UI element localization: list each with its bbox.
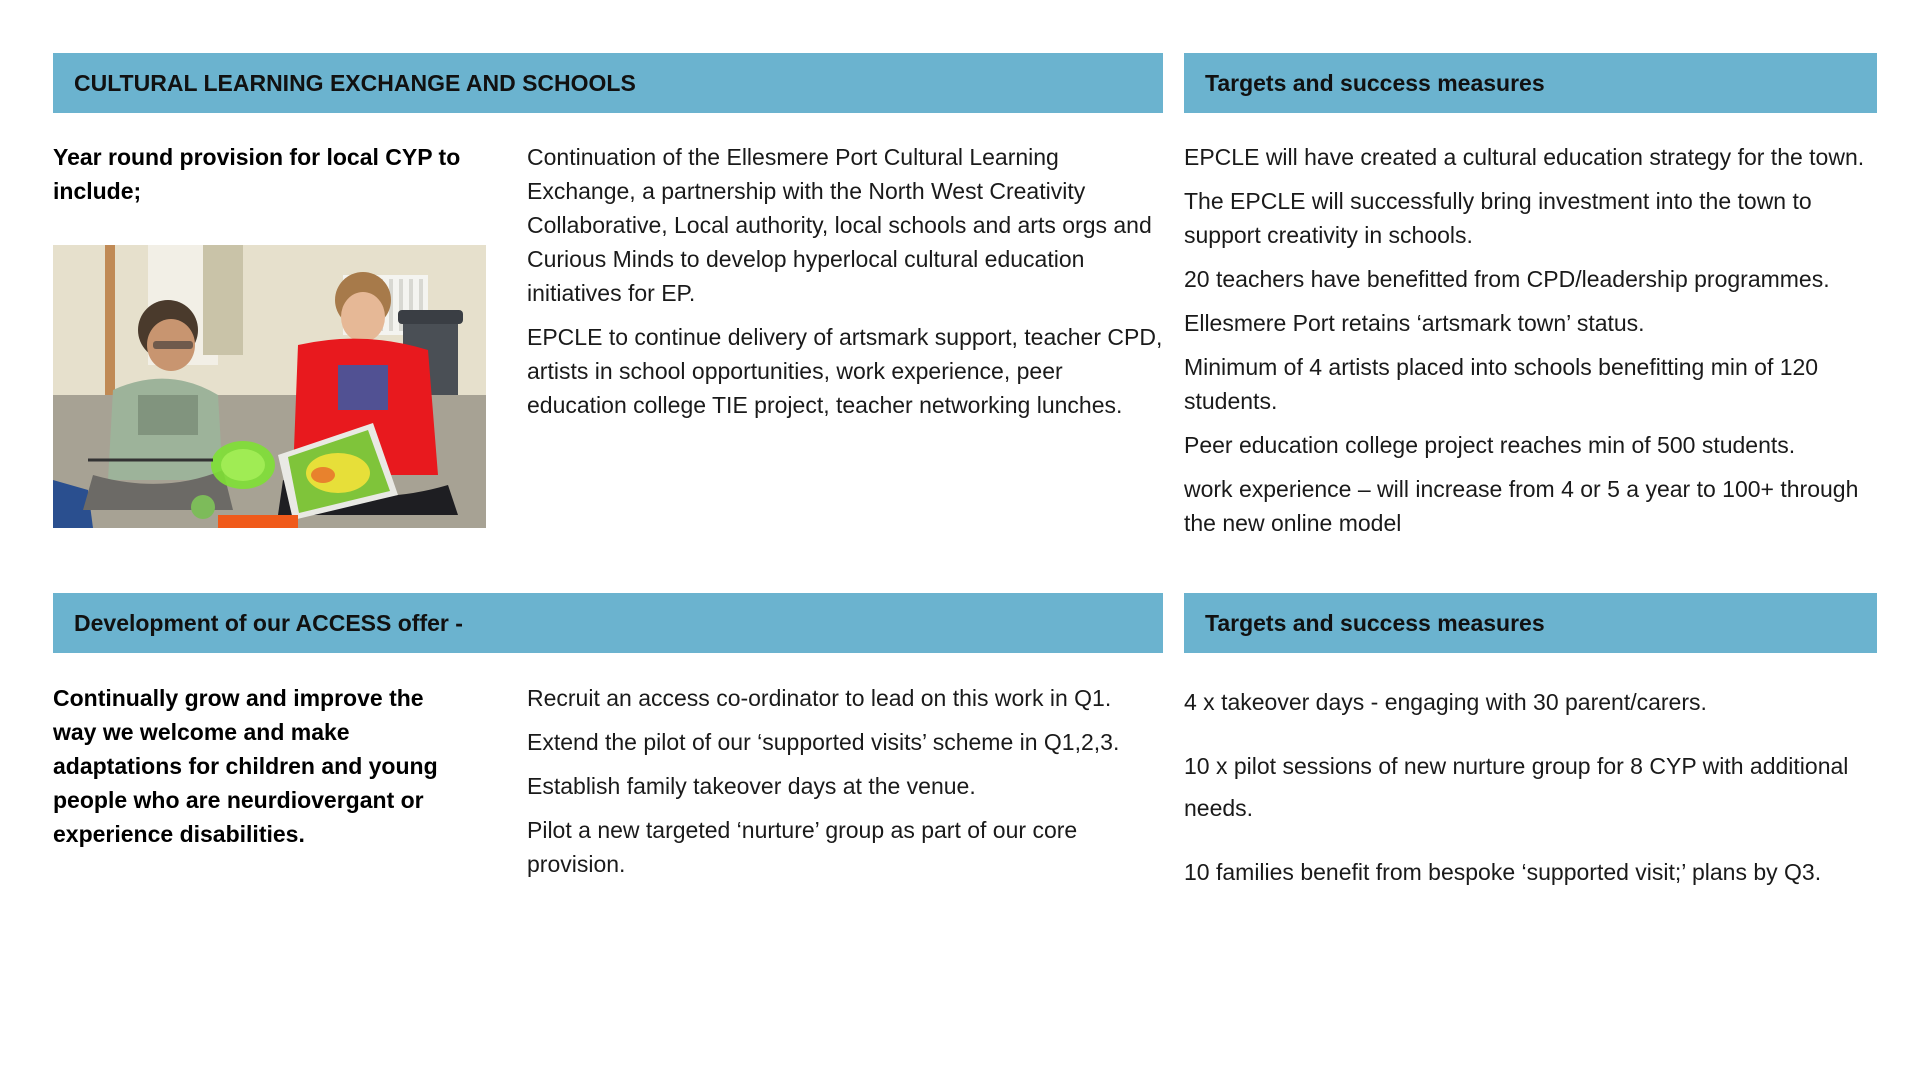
access-targets-title: Targets and success measures <box>1205 609 1545 636</box>
access-actions-list <box>527 681 1167 891</box>
culture-target-item: Ellesmere Port retains ‘artsmark town’ status. <box>1184 310 1645 336</box>
culture-targets-header <box>1184 53 1877 113</box>
culture-section-header <box>53 53 1163 113</box>
culture-target-item: Minimum of 4 artists placed into schools benefitting min of 120 students. <box>1184 354 1819 414</box>
access-action-item: Extend the pilot of our ‘supported visits’ scheme in Q1,2,3. <box>527 729 1120 755</box>
access-action-item: Establish family takeover days at the venue. <box>527 773 976 799</box>
culture-section-title: CULTURAL LEARNING EXCHANGE AND SCHOOLS <box>74 69 636 96</box>
culture-target-item: 20 teachers have benefitted from CPD/leadership programmes. <box>1184 266 1830 292</box>
access-target-item: 10 x pilot sessions of new nurture group for 8 CYP with additional needs. <box>1184 753 1849 821</box>
culture-description-paragraph: EPCLE to continue delivery of artsmark support, teacher CPD, artists in school opportunities, work experience, peer education college TIE project, teacher networking lunches. <box>527 324 1163 418</box>
access-target-item: 4 x takeover days - engaging with 30 parent/carers. <box>1184 689 1707 715</box>
culture-target-item: The EPCLE will successfully bring investment into the town to support creativity in schools. <box>1184 188 1812 248</box>
culture-target-item: work experience – will increase from 4 or 5 a year to 100+ through the new online model <box>1184 476 1859 536</box>
access-target-item: 10 families benefit from bespoke ‘supported visit;’ plans by Q3. <box>1184 859 1822 885</box>
access-section-header <box>53 593 1163 653</box>
access-targets-header <box>1184 593 1877 653</box>
culture-targets-title: Targets and success measures <box>1205 69 1545 96</box>
culture-lead-text: Year round provision for local CYP to include; <box>53 144 461 204</box>
culture-targets-list <box>1184 140 1884 550</box>
access-targets-list <box>1184 681 1884 915</box>
access-action-item: Recruit an access co-ordinator to lead on this work in Q1. <box>527 685 1112 711</box>
access-section-title: Development of our ACCESS offer - <box>74 609 463 636</box>
children-activity-photo <box>53 245 486 528</box>
culture-description-paragraph: Continuation of the Ellesmere Port Cultural Learning Exchange, a partnership with the North West Creativity Collaborative, Local authority, local schools and arts orgs and Curious Minds to develop hyperlocal cultural education initiatives for EP. <box>527 144 1152 306</box>
access-action-item: Pilot a new targeted ‘nurture’ group as part of our core provision. <box>527 817 1078 877</box>
culture-target-item: Peer education college project reaches min of 500 students. <box>1184 432 1796 458</box>
access-lead-text: Continually grow and improve the way we welcome and make adaptations for children and young people who are neurdiovergant or experience disabilities. <box>53 685 438 847</box>
culture-target-item: EPCLE will have created a cultural education strategy for the town. <box>1184 144 1865 170</box>
culture-description <box>527 140 1167 432</box>
